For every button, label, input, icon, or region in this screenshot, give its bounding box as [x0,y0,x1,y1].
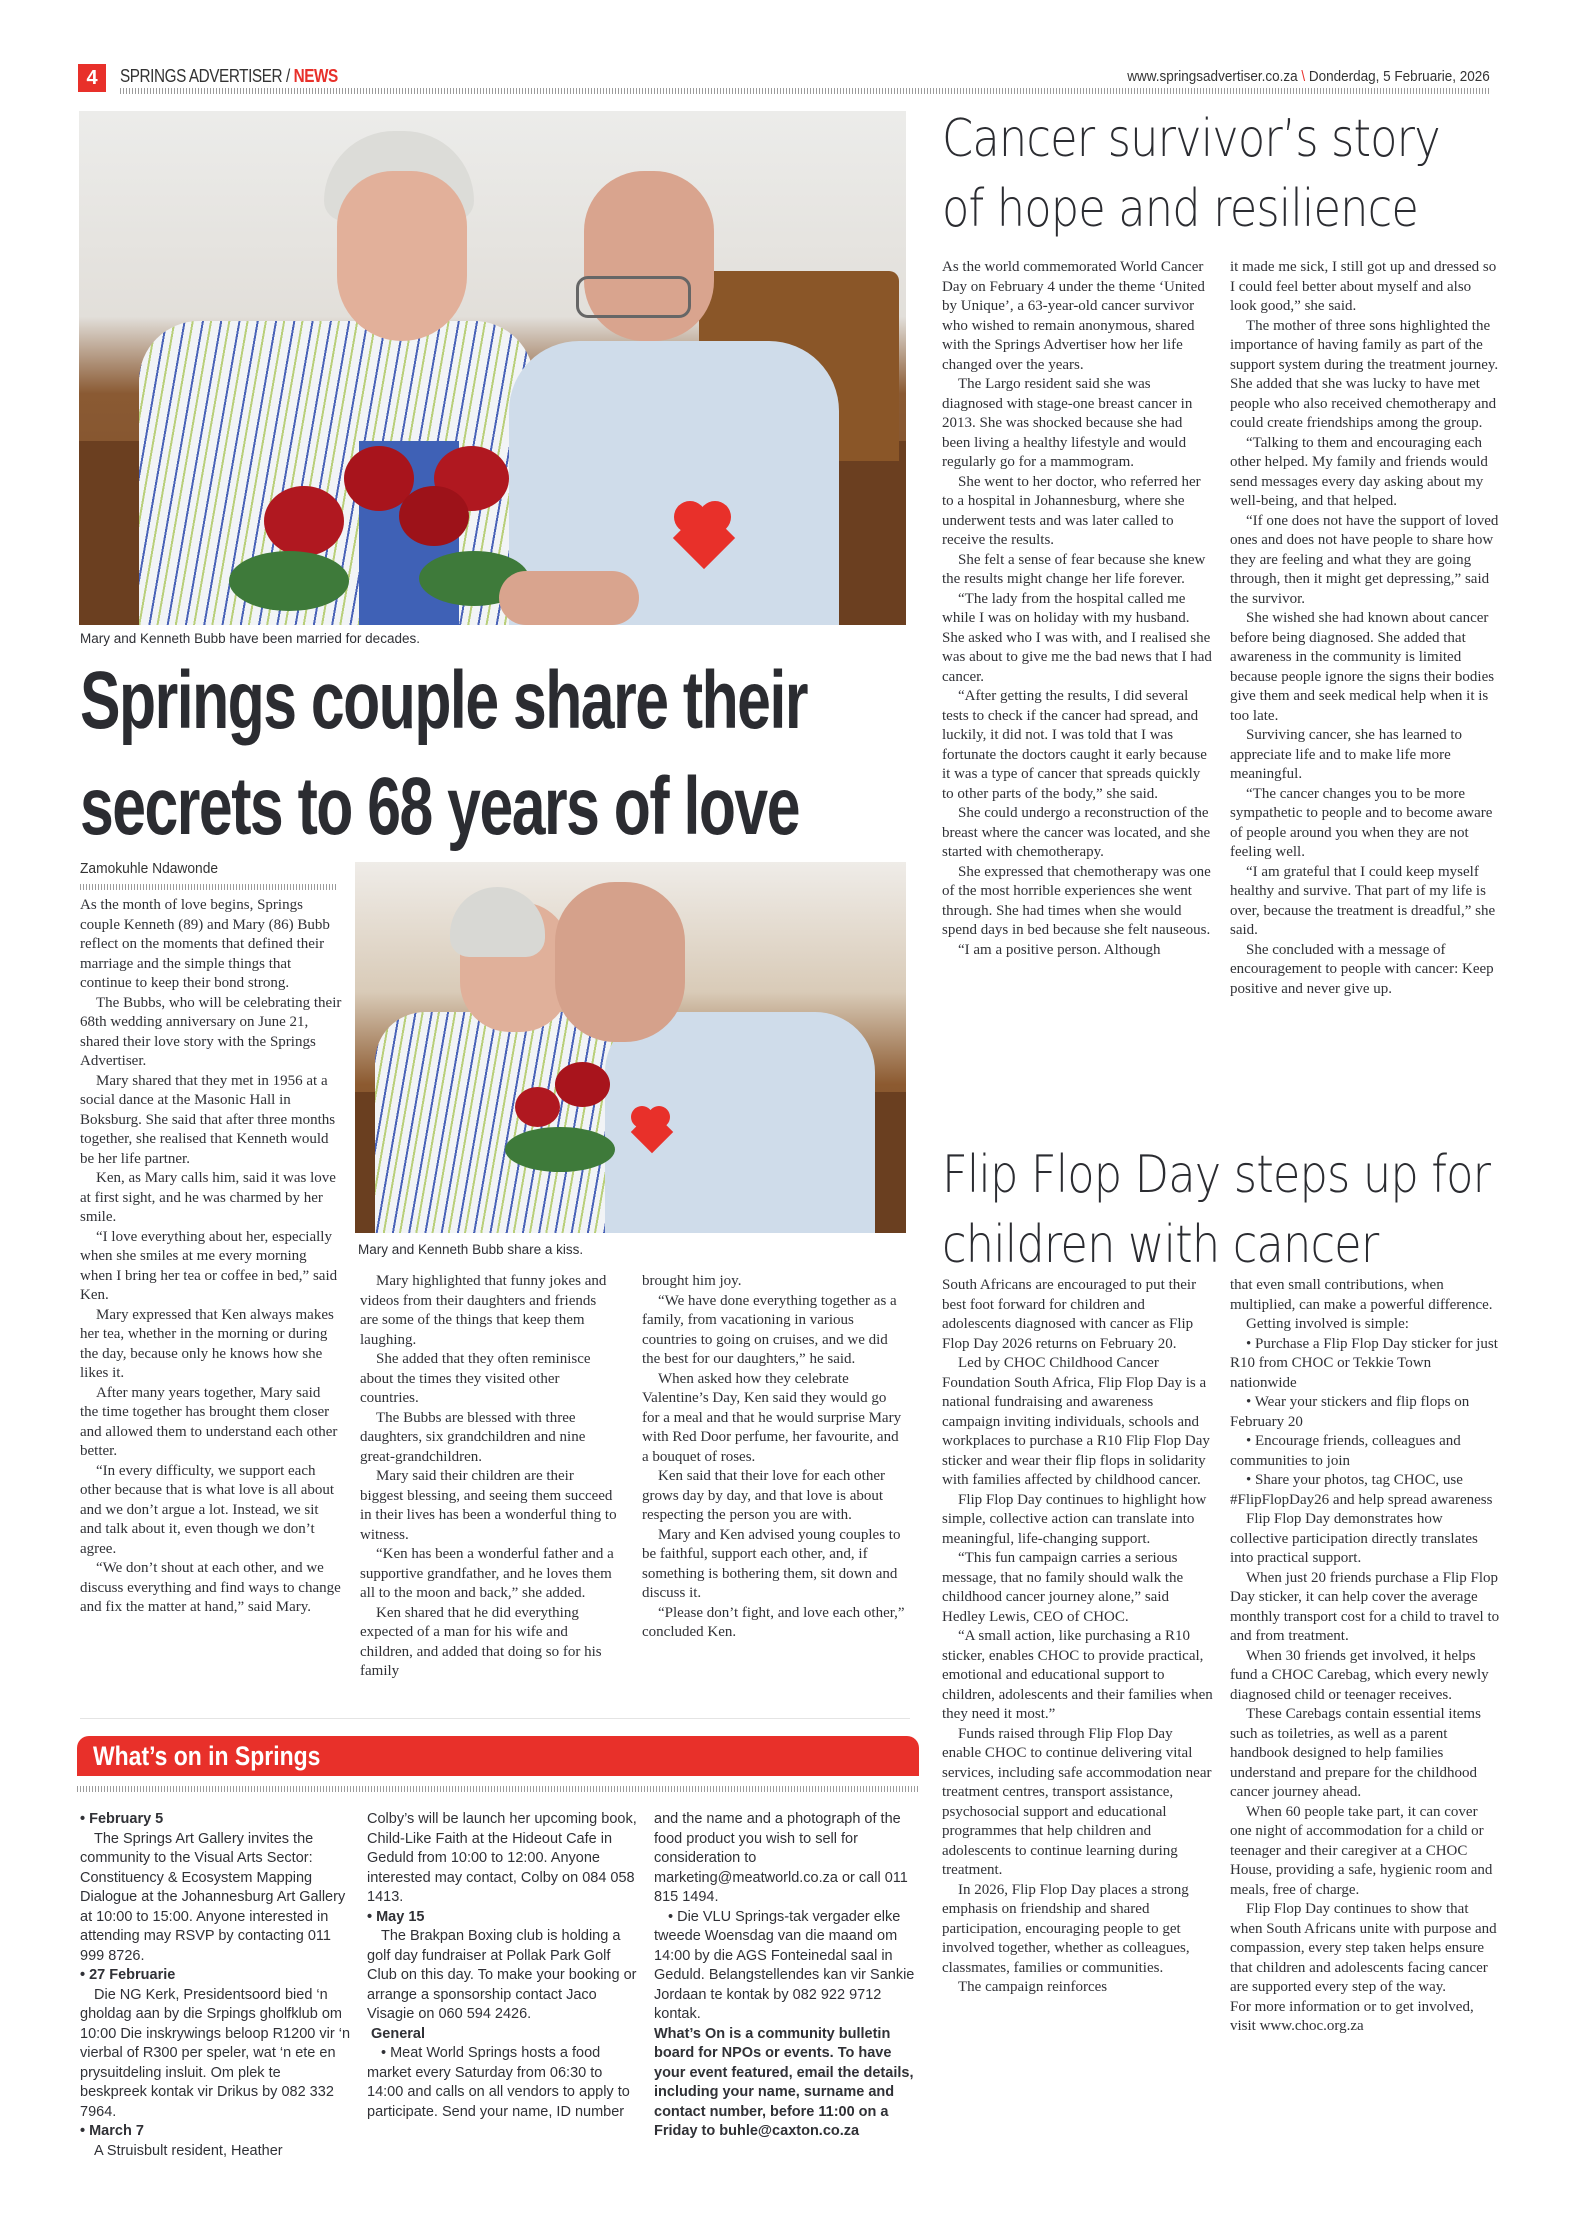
event-date: • March 7 [80,2123,144,2139]
paragraph: Mary said their children are their biggest blessing, and seeing them succeed in their lives has been a wonderful thing to witness. [360,1468,617,1543]
love-column-3 [642,1272,906,1643]
paragraph: Funds raised through Flip Flop Day enable CHOC to continue delivering vital services, including safe accommodation near treatment centres, transport assistance, psychosocial support and educational programmes that help children and adolescents to continue learning during treatment. [942,1725,1212,1878]
paragraph: “Ken has been a wonderful father and a supportive grandfather, and he loves them all to the moon and back,” she added. [360,1546,614,1601]
paragraph: Ken said that their love for each other grows day by day, and that love is about respecting the person you are with. [642,1468,885,1523]
flipflop-headline-line2: children with cancer [942,1215,1379,1275]
paragraph: “If one does not have the support of loved ones and does not have people to share how they are feeling and what they are going through, then it might get depressing,” said the survivor. [1230,512,1499,607]
paragraph: Ken, as Mary calls him, said it was love at first sight, and he was charmed by her smile. [80,1170,336,1225]
page-header [78,64,1498,94]
event-text: Die NG Kerk, Presidentsoord bied ‘n gholdag aan by die Srpings gholfklub om 10:00 Die inskrywings beloop R1200 vir ‘n vierbal of R300 per speler, wat ‘n ete en prysuitdeling insluit. Om plek te beskpreek kontak vir Drikus by 082 332 7964. [80,1986,351,2120]
cancer-headline-line1: Cancer survivor’s story [942,109,1440,169]
section-divider [80,1718,910,1719]
event-date: • 27 Februarie [80,1967,176,1983]
paragraph: Flip Flop Day continues to highlight how simple, collective action can translate into meaningful, life-changing support. [942,1491,1207,1547]
paragraph: South Africans are encouraged to put their best foot forward for children and adolescents diagnosed with cancer as Flip Flop Day 2026 returns on February 20. [942,1277,1197,1352]
section-name: NEWS [293,66,338,86]
byline-rule [80,884,338,890]
love-column-1 [80,896,342,1618]
cancer-headline [942,104,1561,244]
paragraph: The campaign reinforces [958,1979,1108,1995]
event-text: The Springs Art Gallery invites the community to the Visual Arts Sector: Constituency & Ecosystem Mapping Dialogue at the Johannesburg Art Gallery at 10:00 to 15:00. Anyone interested in attending may RSVP by contacting 011 999 8726. [80,1830,346,1964]
paragraph: “Talking to them and encouraging each other helped. My family and friends would send messages every day asking about my well-being, and that helped. [1230,434,1488,509]
paragraph: She went to her doctor, who referred her to a hospital in Johannesburg, where she underwent tests and was later called to receive the results. [942,473,1201,548]
paragraph: Ken shared that he did everything expected of a man for his wife and children, and added that doing so for his family [360,1604,602,1679]
paragraph: Surviving cancer, she has learned to appreciate life and to make life more meaningful. [1230,727,1462,782]
paragraph: “The lady from the hospital called me while I was on holiday with my husband. She asked who I was with, and I realised she was about to give me the bad news that I had cancer. [942,590,1212,685]
paragraph: As the world commemorated World Cancer Day on February 4 under the theme ‘United by Unique’, a 63-year-old cancer survivor who wished to remain anonymous, shared with the Springs Advertiser how her life changed over the years. [942,259,1205,373]
flipflop-column-2 [1230,1276,1500,2037]
paragraph: “A small action, like purchasing a R10 sticker, enables CHOC to provide practical, emotional and educational support to children, adolescents and their families when they need it most.” [942,1628,1213,1722]
paragraph: In 2026, Flip Flop Day places a strong emphasis on friendship and shared participation, encouraging people to get involved together, whether as colleagues, classmates, families or communities. [942,1881,1190,1976]
paragraph: that even small contributions, when multiplied, can make a powerful difference. [1230,1277,1493,1313]
general-heading: General [371,2025,425,2042]
event-text: Colby’s will be launch her upcoming book, Child-Like Faith at the Hideout Cafe in Geduld from 10:00 to 12:00. Anyone interested may contact, Colby on 084 058 1413. [367,1811,637,1905]
cancer-headline-line2: of hope and resilience [942,179,1419,239]
paragraph: She could undergo a reconstruction of the breast where the cancer was located, and she started with chemotherapy. [942,805,1211,860]
paragraph: The Bubbs are blessed with three daughters, six grandchildren and nine great-grandchildren. [360,1409,586,1465]
paragraph: it made me sick, I still got up and dressed so I could feel better about myself and also look good,” she said. [1230,259,1497,314]
paragraph: When just 20 friends purchase a Flip Flop Day sticker, it can help cover the average monthly transport cost for a child to travel to and from treatment. [1230,1569,1500,1644]
bullet-item: • Share your photos, tag CHOC, use #FlipFlopDay26 and help spread awareness [1230,1472,1493,1508]
paragraph: “Please don’t fight, and love each other,” concluded Ken. [642,1604,905,1640]
byline: Zamokuhle Ndawonde [80,860,219,877]
whats-on-column-3 [654,1810,924,2142]
love-headline-line2: secrets to 68 years of love [80,761,799,852]
paragraph: Getting involved is simple: [1246,1316,1409,1332]
love-column-2 [360,1272,618,1682]
issue-date: Donderdag, 5 Februarie, 2026 [1309,68,1490,85]
flipflop-headline [942,1140,1561,1280]
paragraph: These Carebags contain essential items such as toiletries, as well as a parent handbook designed to help families understand and prepare for the childhood cancer journey ahead. [1230,1706,1481,1800]
paragraph: The Largo resident said she was diagnosed with stage-one breast cancer in 2013. She was shocked because she had been living a healthy lifestyle and would regularly go for a mammogram. [942,376,1193,470]
paragraph: Mary expressed that Ken always makes her tea, whether in the morning or during the day, because only he knows how she likes it. [80,1306,334,1381]
paragraph: When 60 people take part, it can cover one night of accommodation for a child or teenager and their caregiver at a CHOC House, providing a safe, hygienic room and meals, free of charge. [1230,1803,1493,1898]
whats-on-column-1 [80,1810,350,2161]
bullet-item: • Encourage friends, colleagues and communities to join [1230,1433,1461,1469]
event-text: • Die VLU Springs-tak vergader elke tweede Woensdag van die maand om 14:00 by die AGS Fonteinedal saal in Geduld. Belangstellendes kan vir Sankie Jordaan te kontak by 082 922 9712 kontak. [654,1908,915,2022]
paragraph: She concluded with a message of encouragement to people with cancer: Keep positive and never give up. [1230,941,1494,997]
paragraph: Led by CHOC Childhood Cancer Foundation South Africa, Flip Flop Day is a national fundraising and awareness campaign inviting individuals, schools and workplaces to purchase a R10 Flip Flop Day sticker and wear their flip flops in solidarity with families affected by childhood cancer. [942,1355,1210,1488]
paragraph: She wished she had known about cancer before being diagnosed. She added that awareness in the community is limited because people ignore the signs their bodies give them and seek medical help when it is too late. [1230,610,1495,724]
photo1-caption: Mary and Kenneth Bubb have been married for decades. [80,631,420,646]
paragraph: When 30 friends get involved, it helps fund a CHOC Carebag, which every newly diagnosed child or teenager receives. [1230,1647,1489,1703]
paragraph: brought him joy. [642,1273,742,1289]
paragraph: Mary and Ken advised young couples to be faithful, support each other, and, if something is bothering them, sit down and discuss it. [642,1526,901,1601]
cancer-column-2 [1230,258,1500,999]
kiss-photo [355,862,906,1233]
paragraph: As the month of love begins, Springs couple Kenneth (89) and Mary (86) Bubb reflect on the moments that defined their marriage and the simple things that continue to keep their bond strong. [80,897,330,991]
flipflop-column-1 [942,1276,1214,1998]
paragraph: “I love everything about her, especially when she smiles at me every morning when I bring her tea or coffee in bed,” said Ken. [80,1228,338,1303]
paragraph: Flip Flop Day demonstrates how collective participation directly translates into practical support. [1230,1511,1478,1566]
paragraph: “The cancer changes you to be more sympathetic to people and to become aware of people around you when they are not feeling well. [1230,785,1493,860]
whats-on-column-2 [367,1810,637,2122]
event-text: The Brakpan Boxing club is holding a golf day fundraiser at Pollak Park Golf Club on this day. To make your booking or arrange a sponsorship contact Jaco Visagie on 060 594 2426. [367,1928,637,2022]
bullet-item: • Wear your stickers and flip flops on February 20 [1230,1394,1470,1430]
paragraph: After many years together, Mary said the time together has brought them closer and allowed them to understand each other better. [80,1384,338,1459]
paragraph: “In every difficulty, we support each other because that is what love is all about and we don’t argue a lot. Instead, we sit and talk about it, even though we don’t agree. [80,1462,335,1557]
paragraph: “This fun campaign carries a serious message, that no family should walk the childhood cancer journey alone,” said Hedley Lewis, CEO of CHOC. [942,1550,1184,1625]
dateline [1128,68,1490,85]
paragraph: Mary highlighted that funny jokes and videos from their daughters and friends are some of the things that keep them laughing. [360,1273,607,1348]
event-date: • May 15 [367,1908,425,1925]
paragraph: “After getting the results, I did several tests to check if the cancer had spread, and luckily, it did not. I was told that I was fortunate the doctors caught it early because it was a type of cancer that spreads quickly to other parts of the body,” she said. [942,688,1207,802]
couple-photo [79,111,906,625]
paragraph: The mother of three sons highlighted the importance of having family as part of the support system during the treatment journey. She added that she was lucky to have met people who also received chemotherapy and could create friendships among the group. [1230,317,1499,431]
paragraph: The Bubbs, who will be celebrating their 68th wedding anniversary on June 21, shared their love story with the Springs Advertiser. [80,994,342,1069]
event-text: A Struisbult resident, Heather [94,2142,283,2159]
paragraph: She felt a sense of fear because she knew the results might change her life forever. [942,551,1206,587]
whats-on-rule [77,1786,919,1792]
photo2-caption: Mary and Kenneth Bubb share a kiss. [358,1242,584,1257]
love-headline-line1: Springs couple share their [80,655,807,746]
bulletin-note: What’s On is a community bulletin board for NPOs or events. To have your event featured, email the details, including your name, surname and contact number, before 11:00 on a Friday to buhle@caxton.co.za [654,2025,914,2139]
paragraph: When asked how they celebrate Valentine’s Day, Ken said they would go for a meal and that he would surprise Mary with Red Door perfume, her favourite, and a bouquet of roses. [642,1370,902,1465]
whats-on-banner [77,1736,919,1776]
header-rule [120,88,1490,94]
paragraph: “We have done everything together as a family, from vacationing in various countries to going on cruises, and we did the best for our daughters,” he said. [642,1292,897,1367]
paragraph: She expressed that chemotherapy was one of the most horrible experiences she went through. She had times when she would spend days in bed because she felt nauseous. [942,863,1211,938]
flipflop-headline-line1: Flip Flop Day steps up for [942,1145,1491,1205]
paragraph: For more information or to get involved, visit www.choc.org.za [1230,1998,1474,2034]
cancer-column-1 [942,258,1214,960]
masthead [120,66,338,87]
publication-name: SPRINGS ADVERTISER / [120,66,294,86]
paragraph: She added that they often reminisce about the times they visited other countries. [360,1351,591,1406]
event-text: and the name and a photograph of the food product you wish to sell for consideration to marketing@meatworld.co.za or call 011 815 1494. [654,1811,908,1905]
paragraph: Mary shared that they met in 1956 at a social dance at the Masonic Hall in Boksburg. She said that after three months together, she realised that Kenneth would be her life partner. [80,1072,336,1167]
paragraph: “I am a positive person. Although [958,941,1161,958]
website-link[interactable]: www.springsadvertiser.co.za [1127,68,1298,85]
bullet-item: • Purchase a Flip Flop Day sticker for just R10 from CHOC or Tekkie Town nationwide [1230,1335,1498,1391]
paragraph: “We don’t shout at each other, and we discuss everything and find ways to change and fix the matter at hand,” said Mary. [80,1560,341,1615]
paragraph: Flip Flop Day continues to show that when South Africans unite with purpose and compassion, every step taken helps ensure that children and adolescents facing cancer are supported every step of the way. [1230,1901,1497,1995]
love-headline [80,648,924,860]
dateline-separator: \ [1301,68,1306,85]
event-text: • Meat World Springs hosts a food market every Saturday from 06:30 to 14:00 and calls on all vendors to apply to participate. Send your name, ID number [367,2045,630,2120]
page-number: 4 [78,64,106,92]
whats-on-title: What’s on in Springs [93,1741,321,1771]
event-date: • February 5 [80,1811,164,1827]
paragraph: “I am grateful that I could keep myself healthy and survive. That part of my life is over, because the treatment is dreadful,” she said. [1230,863,1496,938]
